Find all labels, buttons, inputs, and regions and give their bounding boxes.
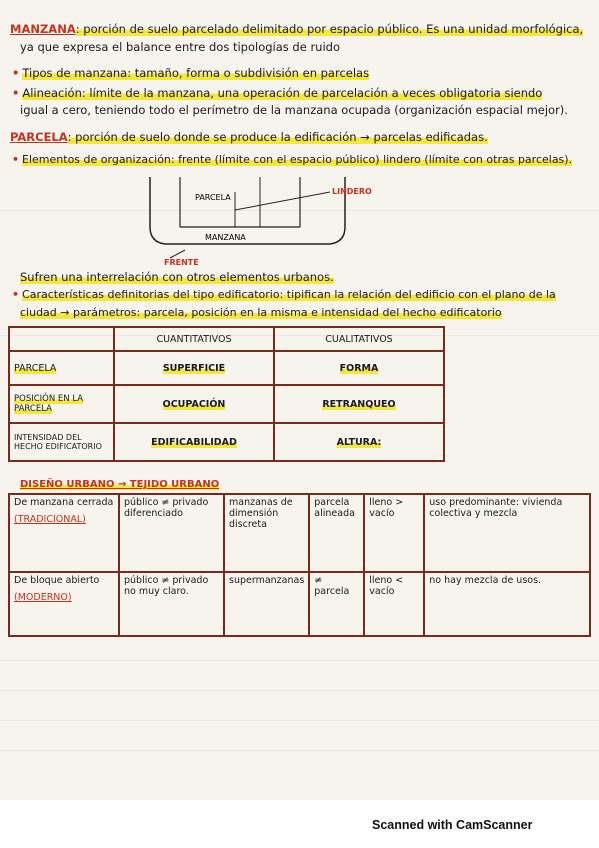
row-label-posicion: POSICIÓN EN LA PARCELA — [9, 385, 114, 423]
manzana-term: MANZANA — [10, 22, 76, 36]
sufren-text: Sufren una interrelación con otros elementos urbanos. — [20, 270, 334, 284]
alineacion-2: igual a cero, teniendo todo el perímetro de la manzana ocupada (organización espacial mejor). — [20, 103, 568, 117]
diagram-parcela-label: PARCELA — [195, 193, 231, 202]
parcela-definition: PARCELA: porción de suelo donde se produce la edificación → parcelas edificadas. — [10, 130, 488, 144]
cell-altura: ALTURA: — [336, 436, 382, 448]
cell-superficie: SUPERFICIE — [162, 362, 226, 374]
elementos-organizacion: • Elementos de organización: frente (límite con el espacio público) lindero (límite con otras parcelas). — [12, 153, 573, 166]
caracteristicas-1: • Características definitorias del tipo edificatorio: tipifican la relación del edificio con el plano de la — [12, 288, 556, 301]
row-label-parcela: PARCELA — [9, 351, 114, 385]
parcela-diagram — [140, 172, 400, 267]
cell-forma: FORMA — [339, 362, 379, 374]
diagram-lindero-label: LINDERO — [332, 187, 372, 196]
caracteristicas-2: ciudad → parámetros: parcela, posición en la misma e intensidad del hecho edificatorio — [20, 306, 502, 319]
alineacion-1: • Alineación: límite de la manzana, una operación de parcelación a veces obligatoria siendo — [12, 86, 543, 100]
row-manzana-cerrada: De manzana cerrada (TRADICIONAL) — [9, 494, 119, 572]
diseno-urbano-title: DISEÑO URBANO → TEJIDO URBANO — [20, 479, 220, 490]
row-label-intensidad: INTENSIDAD DEL HECHO EDIFICATORIO — [9, 423, 114, 461]
cell-ocupacion: OCUPACIÓN — [162, 398, 226, 410]
header-cuantitativos: CUANTITATIVOS — [114, 327, 274, 351]
row-bloque-abierto: De bloque abierto (MODERNO) — [9, 572, 119, 636]
tipos-manzana: • Tipos de manzana: tamaño, forma o subdivisión en parcelas — [12, 66, 370, 80]
diagram-frente-label: FRENTE — [164, 258, 199, 267]
tejido-urbano-table: De manzana cerrada (TRADICIONAL) público ≠ privado diferenciado manzanas de dimensión discreta parcela alineada lleno > vacío uso predominante: vivienda colectiva y mezcla De bloque abierto (MODERNO) público ≠ privado no muy claro. supermanzanas ≠ parcela lleno < vacío no hay mezcla de usos. — [8, 493, 591, 637]
cell-retranqueo: RETRANQUEO — [322, 398, 396, 410]
diagram-manzana-label: MANZANA — [205, 233, 246, 242]
parametros-table — [8, 326, 445, 462]
cell-edificabilidad: EDIFICABILIDAD — [151, 436, 237, 448]
camscanner-footer: Scanned with CamScanner — [372, 818, 533, 832]
manzana-definition: MANZANA: porción de suelo parcelado delimitado por espacio público. Es una unidad morfológica, — [10, 22, 584, 36]
manzana-definition-cont: ya que expresa el balance entre dos tipologías de ruido — [20, 40, 341, 54]
header-cualitativos: CUALITATIVOS — [274, 327, 444, 351]
parcela-term: PARCELA — [10, 130, 68, 144]
